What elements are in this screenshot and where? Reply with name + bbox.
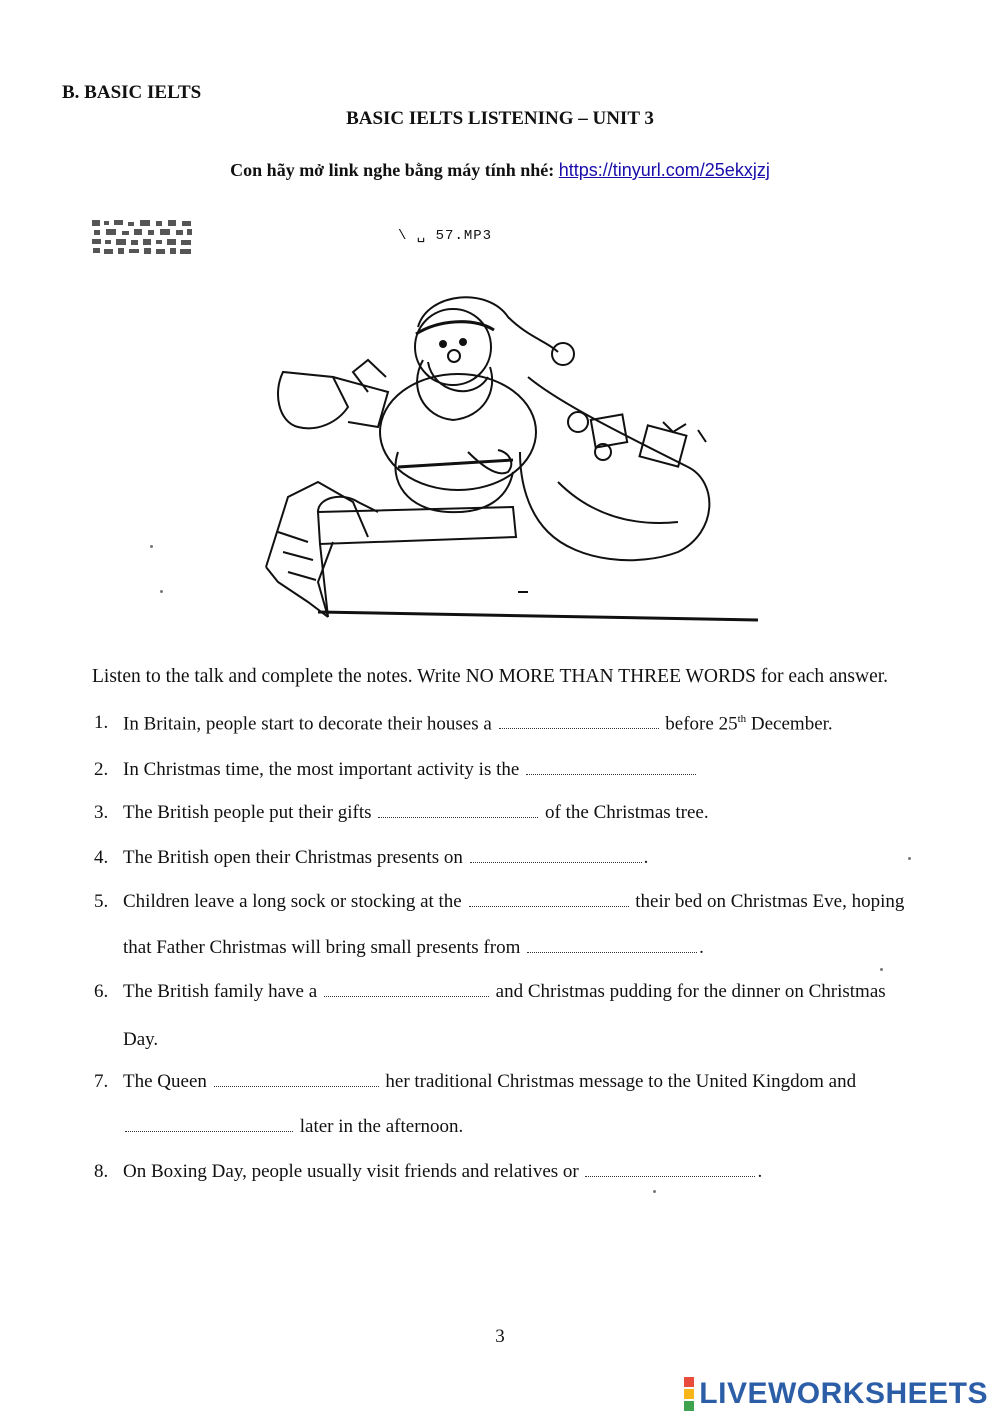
scan-speck — [653, 1190, 656, 1193]
question-3 — [0, 803, 1000, 833]
audio-link-line — [0, 160, 1000, 181]
answer-blank[interactable] — [526, 760, 696, 775]
page-number: 3 — [495, 1326, 505, 1347]
question-4 — [0, 848, 1000, 878]
brand-logo-icon — [683, 1376, 695, 1412]
question-5 — [0, 892, 1000, 922]
question-text: In Britain, people start to decorate their houses a before 25th December. — [123, 713, 833, 735]
question-6-continued — [0, 1030, 1000, 1060]
question-1 — [0, 713, 1000, 743]
question-number: 4. — [94, 847, 109, 868]
liveworksheets-logo: LIVEWORKSHEETS — [683, 1376, 988, 1412]
qr-code-icon — [90, 218, 194, 256]
answer-blank[interactable] — [214, 1072, 379, 1087]
question-text: Children leave a long sock or stocking at the their bed on Christmas Eve, hoping — [123, 891, 905, 912]
question-number: 7. — [94, 1071, 109, 1092]
question-text: In Christmas time, the most important activity is the — [123, 760, 698, 781]
answer-blank[interactable] — [470, 848, 642, 863]
section-heading: B. BASIC IELTS — [62, 82, 202, 103]
question-text: The British family have a and Christmas pudding for the dinner on Christmas — [123, 981, 886, 1002]
question-text: Day. — [123, 1029, 159, 1050]
answer-blank[interactable] — [324, 982, 489, 997]
question-2 — [0, 760, 1000, 790]
link-prompt: Con hãy mở link nghe bằng máy tính nhé: — [230, 160, 555, 180]
answer-blank[interactable] — [527, 938, 697, 953]
santa-illustration — [258, 282, 768, 632]
answer-blank[interactable] — [469, 892, 629, 907]
scan-speck — [908, 857, 911, 860]
question-7-continued — [0, 1117, 1000, 1147]
question-number: 5. — [94, 891, 109, 912]
instructions: Listen to the talk and complete the notes. Write NO MORE THAN THREE WORDS for each answer. — [92, 666, 889, 687]
scan-speck — [150, 545, 153, 548]
question-text: The Queen her traditional Christmas message to the United Kingdom and — [123, 1071, 857, 1092]
question-text: On Boxing Day, people usually visit friends and relatives or . — [123, 1161, 763, 1182]
answer-blank[interactable] — [585, 1162, 755, 1177]
question-text: The British open their Christmas presents on . — [123, 847, 649, 868]
question-5-continued — [0, 938, 1000, 968]
page-title: BASIC IELTS LISTENING – UNIT 3 — [346, 108, 654, 129]
answer-blank[interactable] — [499, 714, 659, 729]
question-number: 2. — [94, 759, 109, 780]
scan-speck — [880, 968, 883, 971]
question-7 — [0, 1072, 1000, 1102]
question-number: 8. — [94, 1161, 109, 1182]
question-number: 6. — [94, 981, 109, 1002]
question-text: later in the afternoon. — [123, 1117, 463, 1138]
question-number: 3. — [94, 802, 109, 823]
question-text: The British people put their gifts of the Christmas tree. — [123, 802, 709, 823]
question-6 — [0, 982, 1000, 1012]
answer-blank[interactable] — [125, 1117, 293, 1132]
audio-filename: \ ␣ 57.MP3 — [398, 228, 493, 244]
question-8 — [0, 1162, 1000, 1192]
question-number: 1. — [94, 712, 109, 733]
answer-blank[interactable] — [378, 803, 538, 818]
scan-speck — [160, 590, 163, 593]
audio-link[interactable]: https://tinyurl.com/25ekxjzj — [558, 160, 770, 180]
question-text: that Father Christmas will bring small presents from . — [123, 937, 704, 958]
